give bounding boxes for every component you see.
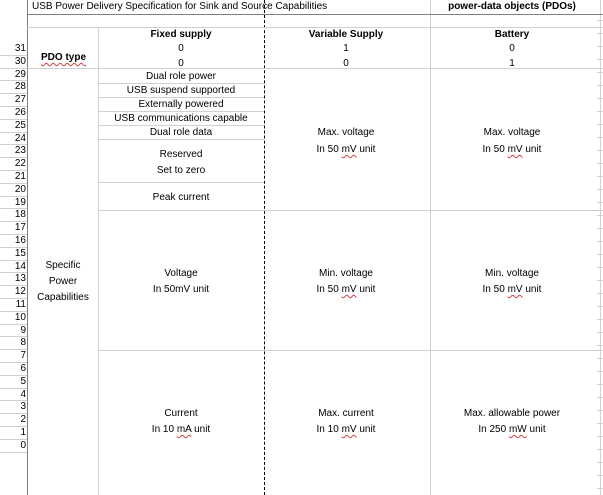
bit-number: 4 xyxy=(20,388,26,400)
battery-max-power-unit xyxy=(478,424,545,436)
specific-caps-line2: Power xyxy=(48,276,78,287)
grid-line xyxy=(597,462,603,463)
bit-number: 9 xyxy=(20,324,26,336)
bit-number: 5 xyxy=(20,375,26,387)
bit-number: 0 xyxy=(20,439,26,451)
grid-line xyxy=(597,488,603,489)
fixed-usb-suspend: USB suspend supported xyxy=(126,85,236,96)
grid-line xyxy=(430,0,431,495)
bit-number: 20 xyxy=(14,183,26,195)
bit-number: 24 xyxy=(14,132,26,144)
grid-line xyxy=(597,254,603,255)
grid-line xyxy=(98,139,264,140)
grid-line xyxy=(597,449,603,450)
grid-line xyxy=(597,85,603,86)
variable-max-voltage: Max. voltage xyxy=(317,127,375,138)
header-battery: Battery xyxy=(494,29,530,40)
bit-number: 7 xyxy=(20,350,26,362)
grid-line xyxy=(597,280,603,281)
grid-line xyxy=(27,0,28,495)
grid-line xyxy=(597,202,603,203)
variable-min-voltage-unit-prefix: In 50 xyxy=(316,284,342,295)
fixed-dual-role-power: Dual role power xyxy=(145,71,217,82)
grid-line xyxy=(597,176,603,177)
grid-line xyxy=(597,150,603,151)
bit-number: 31 xyxy=(14,43,26,54)
battery-pdo-bit31: 0 xyxy=(509,43,515,54)
grid-line xyxy=(98,210,603,211)
variable-min-voltage: Min. voltage xyxy=(319,268,373,279)
bit-number: 19 xyxy=(14,196,26,208)
battery-max-voltage-unit-prefix: In 50 xyxy=(482,144,508,155)
grid-line xyxy=(597,72,603,73)
grid-line xyxy=(597,306,603,307)
variable-max-voltage-unit-prefix: In 50 xyxy=(316,144,342,155)
bit-number: 14 xyxy=(14,260,26,272)
battery-min-voltage-unit-mark: mV xyxy=(507,284,523,295)
bit-number: 28 xyxy=(14,81,26,93)
bit-number: 22 xyxy=(14,158,26,170)
battery-max-voltage-unit-suffix: unit xyxy=(522,144,542,155)
battery-max-power-unit-mark: mW xyxy=(508,424,527,435)
grid-line xyxy=(597,241,603,242)
battery-max-voltage: Max. voltage xyxy=(483,127,541,138)
header-variable-supply: Variable Supply xyxy=(308,29,384,40)
battery-max-voltage-unit xyxy=(483,144,542,156)
variable-max-voltage-unit xyxy=(317,144,376,156)
bit-number: 25 xyxy=(14,119,26,131)
fixed-pdo-bit30: 0 xyxy=(178,58,184,69)
grid-line xyxy=(600,0,601,495)
bit-number: 13 xyxy=(14,273,26,285)
grid-line xyxy=(597,293,603,294)
variable-max-current: Max. current xyxy=(318,408,374,419)
variable-min-voltage-unit xyxy=(317,284,376,296)
grid-line xyxy=(597,384,603,385)
battery-min-voltage-unit xyxy=(483,284,542,296)
fixed-current-unit-suffix: unit xyxy=(191,424,211,435)
specific-caps-line1: Specific xyxy=(45,260,81,271)
variable-min-voltage-unit-mark: mV xyxy=(341,284,357,295)
variable-pdo-bit30: 0 xyxy=(343,58,349,69)
grid-line xyxy=(98,350,603,351)
bit-number: 12 xyxy=(14,286,26,298)
grid-line xyxy=(98,97,264,98)
grid-line xyxy=(597,33,603,34)
grid-line xyxy=(597,124,603,125)
grid-line xyxy=(98,83,264,84)
grid-line xyxy=(597,332,603,333)
grid-line xyxy=(597,215,603,216)
bit-number: 29 xyxy=(14,68,26,80)
bit-number: 16 xyxy=(14,235,26,246)
grid-line xyxy=(597,98,603,99)
fixed-dual-role-data: Dual role data xyxy=(149,127,213,138)
bit-number: 26 xyxy=(14,107,26,118)
bit-number: 1 xyxy=(20,427,26,438)
grid-line xyxy=(27,27,603,28)
bit-number: 10 xyxy=(14,311,26,323)
variable-pdo-bit31: 1 xyxy=(343,43,349,54)
variable-max-voltage-unit-mark: mV xyxy=(341,144,357,155)
battery-max-power-unit-prefix: In 250 xyxy=(478,424,509,435)
grid-line xyxy=(597,371,603,372)
fixed-current-unit-prefix: In 10 xyxy=(151,424,177,435)
bit-number: 8 xyxy=(20,337,26,349)
fixed-current-unit-mark: mA xyxy=(176,424,192,435)
fixed-current-unit xyxy=(152,424,210,436)
grid-line xyxy=(597,410,603,411)
grid-line xyxy=(0,452,27,453)
grid-line xyxy=(98,182,264,183)
grid-line xyxy=(597,436,603,437)
grid-line xyxy=(597,475,603,476)
bit-number: 27 xyxy=(14,94,26,106)
document-title: USB Power Delivery Specification for Sink and Source Capabilities xyxy=(32,1,328,12)
grid-line xyxy=(597,59,603,60)
variable-max-current-unit-mark: mV xyxy=(341,424,357,435)
grid-line xyxy=(597,267,603,268)
battery-min-voltage-unit-prefix: In 50 xyxy=(482,284,508,295)
grid-line xyxy=(597,345,603,346)
variable-max-current-unit-prefix: In 10 xyxy=(316,424,342,435)
bit-number: 30 xyxy=(14,55,26,67)
pdo-title-text: power-data objects (PDOs) xyxy=(448,1,576,12)
fixed-voltage: Voltage xyxy=(164,268,198,279)
battery-max-power-unit-suffix: unit xyxy=(526,424,546,435)
grid-line xyxy=(597,397,603,398)
fixed-externally-powered: Externally powered xyxy=(138,99,224,110)
bit-number: 18 xyxy=(14,209,26,221)
battery-min-voltage: Min. voltage xyxy=(485,268,539,279)
bit-number: 21 xyxy=(14,171,26,182)
header-fixed-supply: Fixed supply xyxy=(150,29,212,40)
fixed-voltage-unit: In 50mV unit xyxy=(152,284,210,295)
fixed-pdo-bit31: 0 xyxy=(178,43,184,54)
variable-max-current-unit-suffix: unit xyxy=(356,424,376,435)
bit-number: 6 xyxy=(20,363,26,374)
grid-line xyxy=(264,0,265,495)
grid-line xyxy=(597,228,603,229)
grid-line xyxy=(597,423,603,424)
bit-number: 2 xyxy=(20,414,26,426)
bit-number: 17 xyxy=(14,222,26,234)
grid-line xyxy=(597,358,603,359)
variable-max-current-unit xyxy=(317,424,376,436)
bit-number: 15 xyxy=(14,247,26,259)
grid-line xyxy=(597,46,603,47)
variable-min-voltage-unit-suffix: unit xyxy=(356,284,376,295)
grid-line xyxy=(597,319,603,320)
grid-line xyxy=(98,111,264,112)
fixed-usb-comm: USB communications capable xyxy=(114,113,248,124)
battery-min-voltage-unit-suffix: unit xyxy=(522,284,542,295)
battery-max-power: Max. allowable power xyxy=(463,408,561,419)
bit-number: 11 xyxy=(15,299,26,310)
pdo-title xyxy=(448,1,576,13)
grid-line xyxy=(98,125,264,126)
grid-line xyxy=(27,14,603,15)
variable-max-voltage-unit-suffix: unit xyxy=(356,144,376,155)
grid-line xyxy=(597,137,603,138)
bit-number: 3 xyxy=(20,401,26,413)
grid-line xyxy=(597,111,603,112)
bit-number: 23 xyxy=(14,145,26,157)
grid-line xyxy=(597,189,603,190)
specific-caps-line3: Capabilities xyxy=(37,292,89,303)
fixed-set-to-zero: Set to zero xyxy=(156,165,206,176)
pdo-type-label: PDO type xyxy=(41,52,87,63)
battery-max-voltage-unit-mark: mV xyxy=(507,144,523,155)
fixed-current: Current xyxy=(164,408,198,419)
fixed-reserved: Reserved xyxy=(159,149,203,160)
grid-line xyxy=(597,163,603,164)
battery-pdo-bit30: 1 xyxy=(509,58,515,69)
fixed-peak-current: Peak current xyxy=(152,192,210,203)
grid-line xyxy=(597,20,603,21)
